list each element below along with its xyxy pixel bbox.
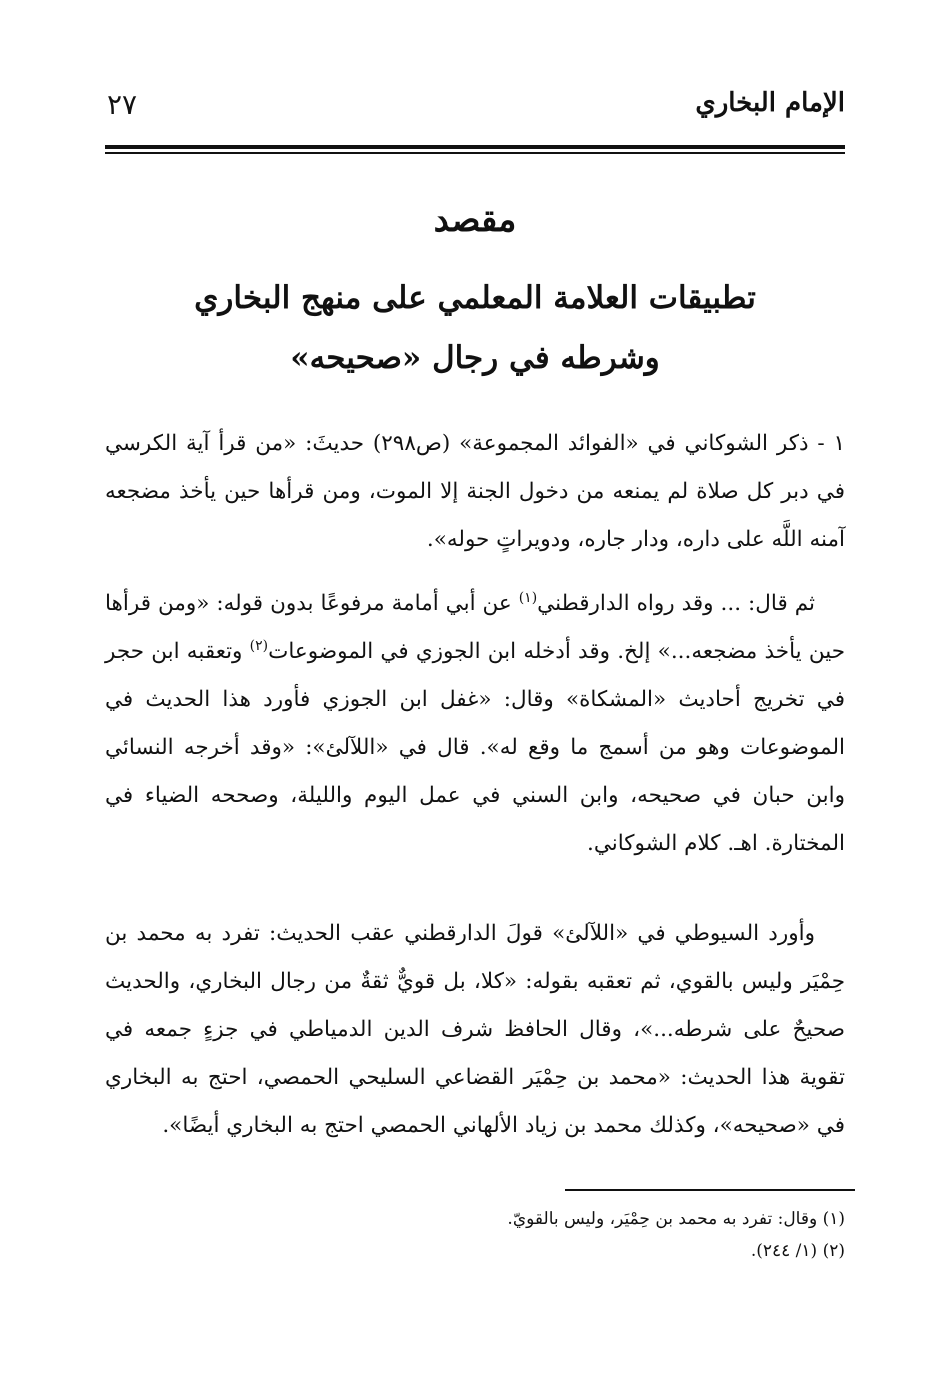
- paragraph-3-text: وأورد السيوطي في «اللآلئ» قولَ الدارقطني عقب الحديث: تفرد به محمد بن حِمْيَر وليس بالقوي، ثم تعقبه بقوله: «كلا، بل قويٌّ ثقةٌ من رجال البخاري، والحديث صحيحٌ على شرطه...»، وقال الحافظ شرف الدين الدمياطي في جزءٍ جمعه في تقوية هذا الحديث: «محمد بن حِمْيَر القضاعي السليحي الحمصي، احتج به البخاري في «صحيحه»، وكذلك محمد بن زياد الألهاني الحمصي احتج به البخاري أيضًا».: [105, 921, 845, 1138]
- footnote-1: (١) وقال: تفرد به محمد بن حِمْيَر، وليس بالقويّ.: [507, 1209, 845, 1229]
- header-rule-thin: [105, 152, 845, 154]
- paragraph-1: [105, 420, 845, 564]
- paragraph-2-text-c: وتعقبه ابن حجر في تخريج أحاديث «المشكاة» وقال: «غفل ابن الجوزي فأورد هذا الحديث في الموضوعات وهو من أسمج ما وقع له». قال في «اللآلئ»: «وقد أخرجه النسائي وابن حبان في صحيحه، وابن السني في عمل اليوم والليلة، وصححه الضياء في المختارة. اهـ. كلام الشوكاني.: [105, 639, 845, 856]
- paragraph-2: [105, 580, 845, 868]
- footnote-separator: [565, 1189, 855, 1191]
- chapter-title-line1: تطبيقات العلامة المعلمي على منهج البخاري: [194, 280, 756, 316]
- page-header: [105, 88, 845, 138]
- footnote-2: (٢) (١/ ٢٤٤).: [750, 1241, 845, 1261]
- footnote-ref-2: (٢): [249, 637, 269, 654]
- chapter-title-line2: وشرطه في رجال «صحيحه»: [290, 340, 660, 376]
- running-title: الإمام البخاري: [695, 88, 845, 118]
- paragraph-2-text-b: عن أبي أمامة مرفوعًا بدون قوله: «ومن قرأها حين يأخذ مضجعه...» إلخ. وقد أدخله ابن الجوزي في الموضوعات: [105, 591, 845, 664]
- header-rule-thick: [105, 145, 845, 149]
- page-number: ٢٧: [107, 88, 138, 121]
- paragraph-1-text: ١ - ذكر الشوكاني في «الفوائد المجموعة» (ص٢٩٨) حديثَ: «من قرأ آية الكرسي في دبر كل صلاة لم يمنعه من دخول الجنة إلا الموت، ومن قرأها حين يأخذ مضجعه آمنه اللَّه على داره، ودار جاره، ودويراتٍ حوله».: [105, 431, 845, 552]
- section-heading: مقصد: [433, 200, 517, 240]
- paragraph-2-text-a: ثم قال: ... وقد رواه الدارقطني: [537, 591, 815, 616]
- paragraph-3: [105, 910, 845, 1150]
- footnote-ref-1: (١): [518, 589, 538, 606]
- footnotes: [400, 1203, 845, 1267]
